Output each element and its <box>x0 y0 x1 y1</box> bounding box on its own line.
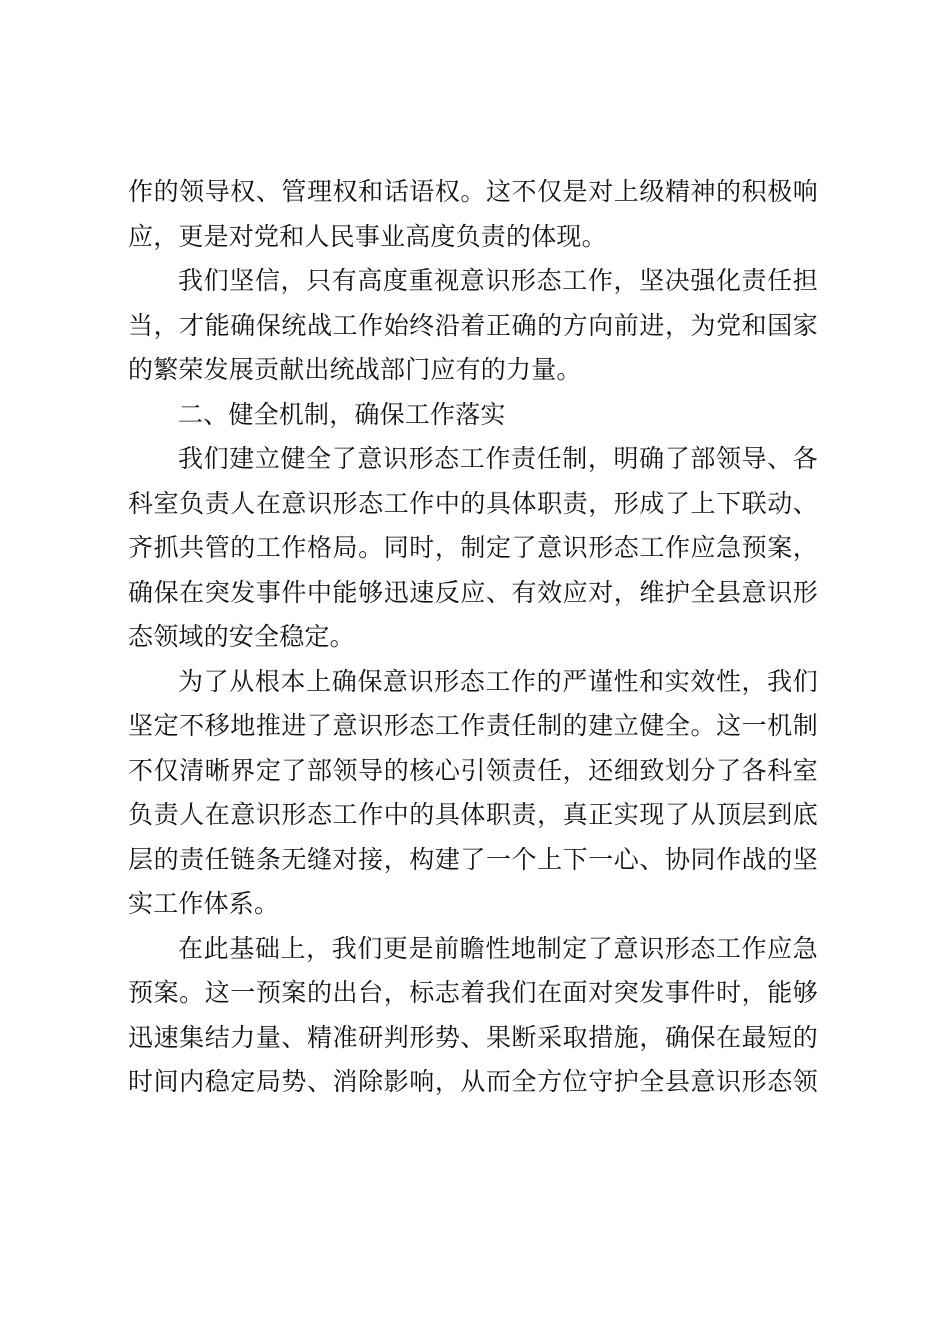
text-line: 科室负责人在意识形态工作中的具体职责，形成了上下联动、 <box>128 488 818 518</box>
text-line: 的繁荣发展贡献出统战部门应有的力量。 <box>128 355 582 384</box>
text-line: 在此基础上，我们更是前瞻性地制定了意识形态工作应急 <box>178 933 818 963</box>
text-line: 层的责任链条无缝对接，构建了一个上下一心、协同作战的坚 <box>128 844 818 874</box>
paragraph <box>128 660 818 927</box>
text-line: 预案。这一预案的出台，标志着我们在面对突发事件时，能够 <box>128 978 818 1007</box>
text-line: 态领域的安全稳定。 <box>128 622 355 651</box>
text-line: 坚定不移地推进了意识形态工作责任制的建立健全。这一机制 <box>128 711 818 740</box>
paragraph <box>128 259 818 393</box>
paragraph <box>128 437 818 660</box>
text-line: 负责人在意识形态工作中的具体职责，真正实现了从顶层到底 <box>128 800 818 829</box>
text-line: 为了从根本上确保意识形态工作的严谨性和实效性，我们 <box>178 666 818 696</box>
paragraph <box>128 927 818 1105</box>
text-line: 应，更是对党和人民事业高度负责的体现。 <box>128 221 607 251</box>
text-line: 作的领导权、管理权和话语权。这不仅是对上级精神的积极响 <box>128 177 818 206</box>
text-line: 迅速集结力量、精准研判形势、果断采取措施，确保在最短的 <box>128 1022 818 1052</box>
document-body <box>128 170 818 1105</box>
text-line: 不仅清晰界定了部领导的核心引领责任，还细致划分了各科室 <box>128 755 818 785</box>
text-line: 我们坚信，只有高度重视意识形态工作，坚决强化责任担 <box>178 266 818 295</box>
text-line: 时间内稳定局势、消除影响，从而全方位守护全县意识形态领 <box>128 1067 818 1096</box>
text-line: 实工作体系。 <box>128 889 280 918</box>
text-line: 确保在突发事件中能够迅速反应、有效应对，维护全县意识形 <box>128 577 818 607</box>
section-heading <box>128 393 818 438</box>
text-line: 齐抓共管的工作格局。同时，制定了意识形态工作应急预案， <box>128 533 818 562</box>
text-line: 我们建立健全了意识形态工作责任制，明确了部领导、各 <box>178 444 818 473</box>
paragraph <box>128 170 818 259</box>
text-line: 二、健全机制，确保工作落实 <box>178 399 506 429</box>
text-line: 当，才能确保统战工作始终沿着正确的方向前进，为党和国家 <box>128 310 818 340</box>
